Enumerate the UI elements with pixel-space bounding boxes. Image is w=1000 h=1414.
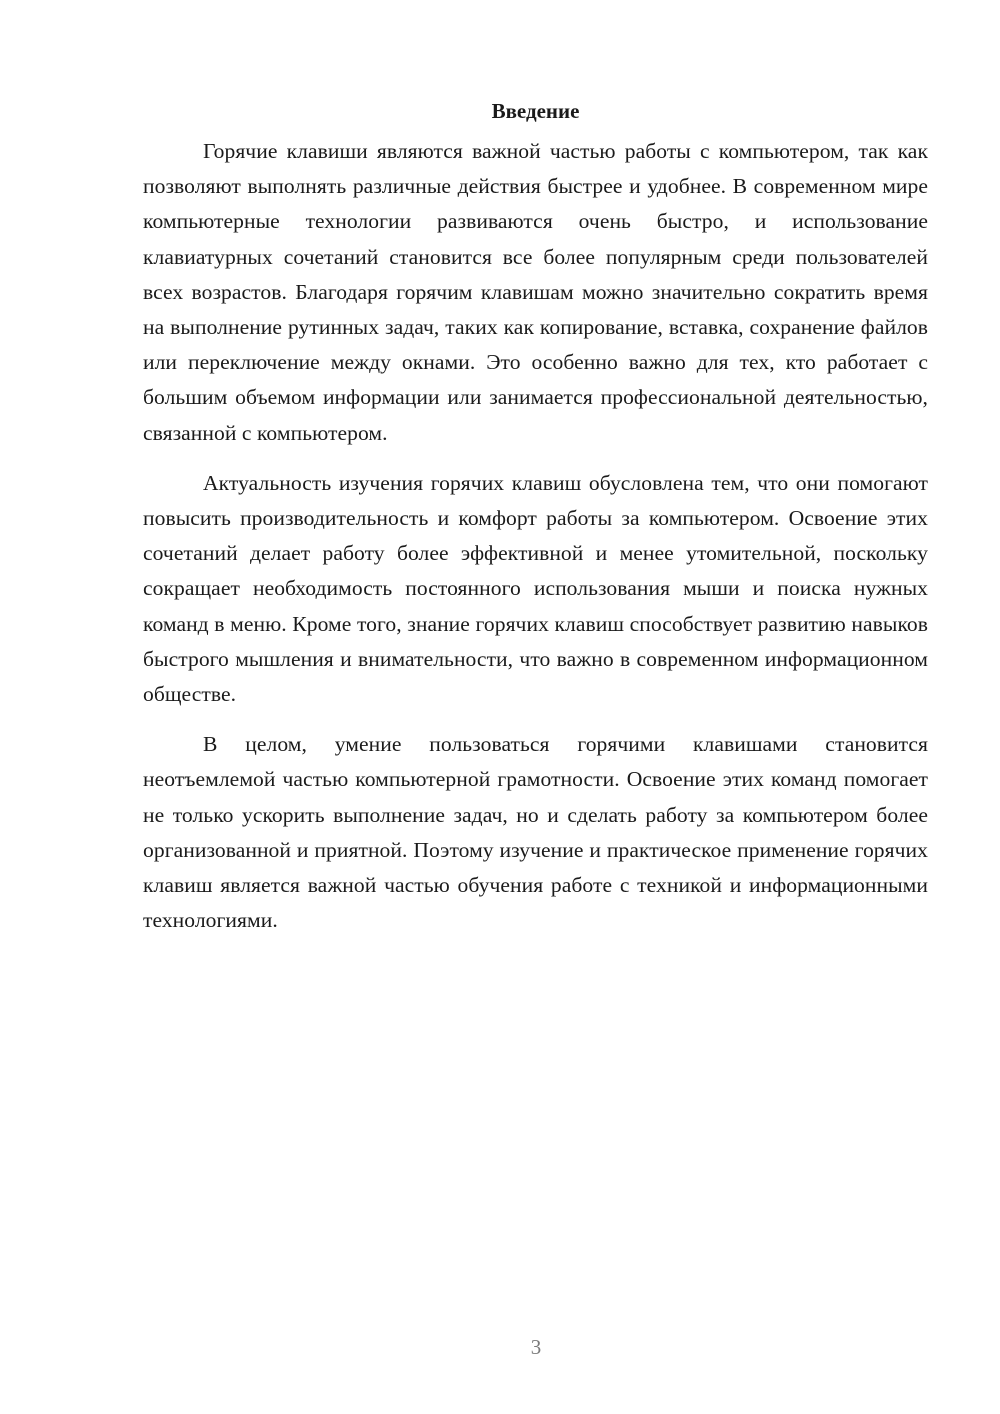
section-title: Введение xyxy=(491,99,580,123)
page-number: 3 xyxy=(530,1335,542,1359)
paragraph-3: В целом, умение пользоваться горячими клавишами становится неотъемлемой частью компьютерной грамотности. Освоение этих команд помогает не только ускорить выполнение задач, но и сделать работу за компьютером более организованной и приятной. Поэтому изучение и практическое применение горячих клавиш является важной частью обучения работе с техникой и информационными технологиями. xyxy=(143,732,928,933)
paragraph-1: Горячие клавиши являются важной частью работы с компьютером, так как позволяют выполнять различные действия быстрее и удобнее. В современном мире компьютерные технологии развиваются очень быстро, и использование клавиатурных сочетаний становится все более популярным среди пользователей всех возрастов. Благодаря горячим клавишам можно значительно сократить время на выполнение рутинных задач, таких как копирование, вставка, сохранение файлов или переключение между окнами. Это особенно важно для тех, кто работает с большим объемом информации или занимается профессиональной деятельностью, связанной с компьютером. xyxy=(143,139,928,445)
page-content xyxy=(143,96,928,953)
paragraph-2: Актуальность изучения горячих клавиш обусловлена тем, что они помогают повысить производительность и комфорт работы за компьютером. Освоение этих сочетаний делает работу более эффективной и менее утомительной, поскольку сокращает необходимость постоянного использования мыши и поиска нужных команд в меню. Кроме того, знание горячих клавиш способствует развитию навыков быстрого мышления и внимательности, что важно в современном информационном обществе. xyxy=(143,470,928,707)
